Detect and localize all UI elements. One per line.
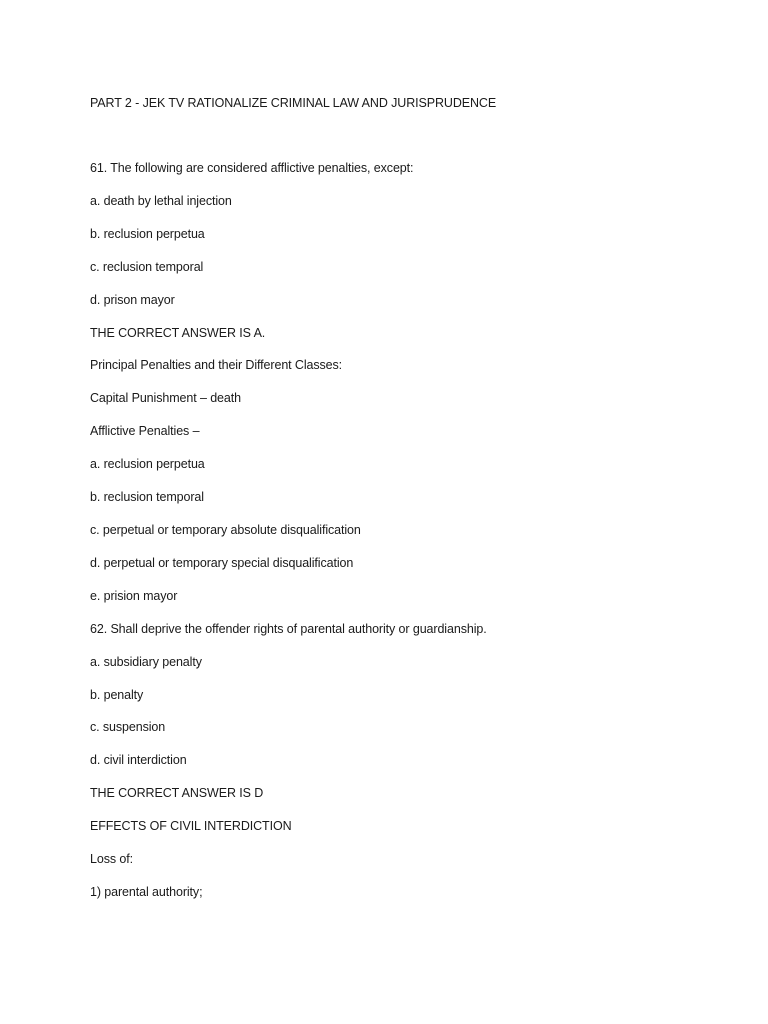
option-c: c. reclusion temporal (90, 260, 204, 274)
question-61: 61. The following are considered afflictive penalties, except: (90, 161, 414, 175)
option-a: a. death by lethal injection (90, 194, 232, 208)
option-b: b. penalty (90, 688, 144, 702)
list-item: e. prision mayor (90, 589, 178, 603)
afflictive-penalties-line: Afflictive Penalties – (90, 424, 200, 438)
correct-answer-62: THE CORRECT ANSWER IS D (90, 786, 264, 800)
list-item: d. perpetual or temporary special disqualification (90, 556, 354, 570)
list-item: a. reclusion perpetua (90, 457, 205, 471)
option-d: d. civil interdiction (90, 753, 187, 767)
list-item: c. perpetual or temporary absolute disqualification (90, 523, 361, 537)
section-heading: EFFECTS OF CIVIL INTERDICTION (90, 819, 292, 833)
loss-of-line: Loss of: (90, 852, 133, 866)
option-a: a. subsidiary penalty (90, 655, 202, 669)
section-heading: Principal Penalties and their Different Classes: (90, 358, 343, 372)
question-62: 62. Shall deprive the offender rights of parental authority or guardianship. (90, 622, 487, 636)
correct-answer-61: THE CORRECT ANSWER IS A. (90, 326, 266, 340)
option-c: c. suspension (90, 720, 166, 734)
option-b: b. reclusion perpetua (90, 227, 205, 241)
option-d: d. prison mayor (90, 293, 175, 307)
capital-punishment-line: Capital Punishment – death (90, 391, 241, 405)
list-item: b. reclusion temporal (90, 490, 204, 504)
list-item: 1) parental authority; (90, 885, 203, 899)
document-title: PART 2 - JEK TV RATIONALIZE CRIMINAL LAW AND JURISPRUDENCE (90, 96, 497, 110)
